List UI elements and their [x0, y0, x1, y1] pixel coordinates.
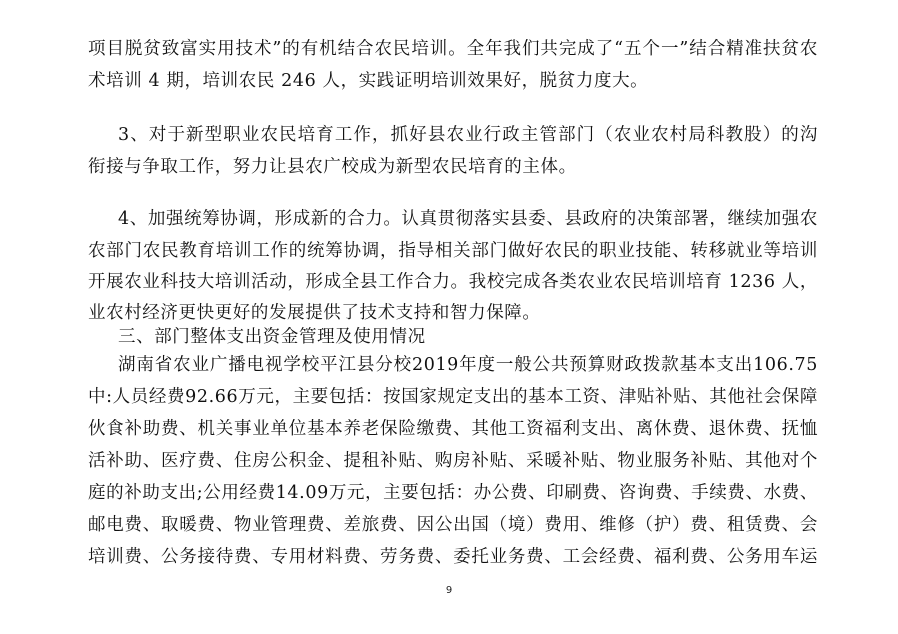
page-number: 9 [445, 585, 453, 596]
paragraph-line: 开展农业科技大培训活动，形成全县工作合力。我校完成各类农业农民培训培育 1236 人， [88, 272, 818, 292]
section-heading: 三、部门整体支出资金管理及使用情况 [118, 327, 426, 347]
paragraph-line: 项目脱贫致富实用技术”的有机结合农民培训。全年我们共完成了“五个一”结合精准扶贫农 [88, 39, 818, 59]
paragraph-line: 庭的补助支出;公用经费14.09万元，主要包括：办公费、印刷费、咨询费、手续费、水费、 [88, 483, 818, 503]
paragraph-line: 业农村经济更快更好的发展提供了技术支持和智力保障。 [88, 303, 541, 323]
paragraph-line: 农部门农民教育培训工作的统筹协调，指导相关部门做好农民的职业技能、转移就业等培训 [88, 241, 818, 261]
paragraph-line: 培训费、公务接待费、专用材料费、劳务费、委托业务费、工会经费、福利费、公务用车运 [88, 547, 818, 567]
paragraph-line: 活补助、医疗费、住房公积金、提租补贴、购房补贴、采暖补贴、物业服务补贴、其他对个 [88, 451, 818, 471]
paragraph-line: 伙食补助费、机关事业单位基本养老保险缴费、其他工资福利支出、离休费、退休费、抚恤 [88, 419, 818, 439]
paragraph-line: 4、加强统筹协调，形成新的合力。认真贯彻落实县委、县政府的决策部署，继续加强农 [118, 209, 818, 229]
paragraph-line: 中:人员经费92.66万元，主要包括：按国家规定支出的基本工资、津贴补贴、其他社会保障 [88, 387, 818, 407]
paragraph-line: 衔接与争取工作，努力让县农广校成为新型农民培育的主体。 [88, 157, 577, 177]
paragraph-line: 湖南省农业广播电视学校平江县分校2019年度一般公共预算财政拨款基本支出106.75 [118, 355, 818, 375]
paragraph-line: 邮电费、取暖费、物业管理费、差旅费、因公出国（境）费用、维修（护）费、租赁费、会 [88, 515, 818, 535]
paragraph-line: 术培训 4 期，培训农民 246 人，实践证明培训效果好，脱贫力度大。 [88, 71, 649, 91]
paragraph-line: 3、对于新型职业农民培育工作，抓好县农业行政主管部门（农业农村局科教股）的沟 [118, 125, 818, 145]
